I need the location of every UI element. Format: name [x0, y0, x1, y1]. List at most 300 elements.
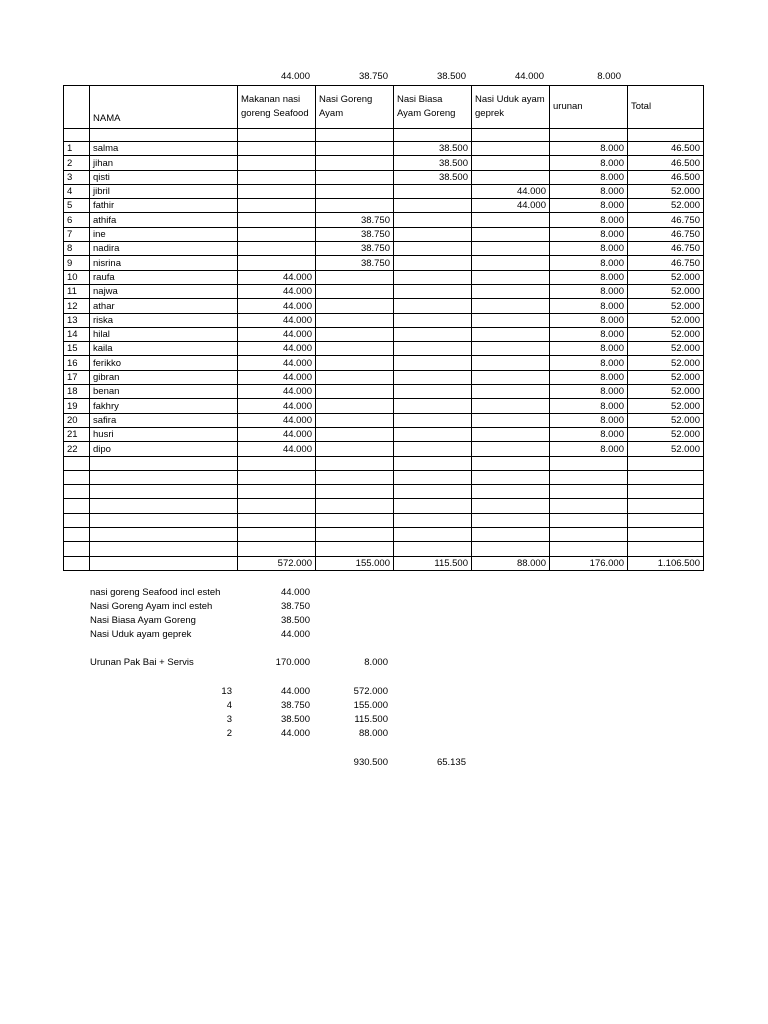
cell-no: 13 — [64, 313, 90, 327]
header-uduk: Nasi Uduk ayam geprek — [472, 86, 550, 129]
cell-total — [628, 470, 704, 484]
header-biasa-ayam: Nasi Biasa Ayam Goreng — [394, 86, 472, 129]
cell-uduk — [472, 313, 550, 327]
cell-biasa-ayam — [394, 370, 472, 384]
cell-uduk — [472, 299, 550, 313]
cell-uduk — [472, 370, 550, 384]
table-row — [64, 470, 704, 484]
table-row — [64, 284, 704, 298]
cell-no: 19 — [64, 399, 90, 413]
cell-urunan: 8.000 — [550, 213, 628, 227]
cell-uduk — [472, 256, 550, 270]
table-row — [64, 256, 704, 270]
cell-total: 52.000 — [628, 413, 704, 427]
cell-no — [64, 485, 90, 499]
table-row — [64, 456, 704, 470]
cell-no: 14 — [64, 327, 90, 341]
cell-biasa-ayam — [394, 184, 472, 198]
table-row — [64, 313, 704, 327]
cell-total: 52.000 — [628, 184, 704, 198]
grand-extra: 65.135 — [436, 757, 466, 768]
cell-uduk — [472, 542, 550, 556]
cell-biasa-ayam — [394, 313, 472, 327]
order-table — [63, 85, 704, 571]
cell-urunan: 8.000 — [550, 427, 628, 441]
cell-uduk — [472, 327, 550, 341]
cell-urunan — [550, 456, 628, 470]
cell-nama — [90, 456, 238, 470]
table-row — [64, 513, 704, 527]
cell — [316, 129, 394, 142]
cell-no — [64, 499, 90, 513]
cell-seafood — [238, 242, 316, 256]
calc-price: 44.000 — [280, 686, 310, 697]
cell-biasa-ayam — [394, 199, 472, 213]
calc-subtotal: 88.000 — [358, 728, 388, 739]
cell-seafood: 44.000 — [238, 385, 316, 399]
cell-goreng-ayam — [316, 184, 394, 198]
price-value-goreng-ayam: 38.750 — [280, 601, 310, 612]
cell-goreng-ayam — [316, 356, 394, 370]
cell-no: 22 — [64, 442, 90, 456]
table-row — [64, 528, 704, 542]
table-row — [64, 227, 704, 241]
urunan-per-person: 8.000 — [364, 657, 388, 668]
cell-biasa-ayam — [394, 284, 472, 298]
table-row — [64, 442, 704, 456]
cell-no: 18 — [64, 385, 90, 399]
cell-nama: nisrina — [90, 256, 238, 270]
cell-urunan: 8.000 — [550, 299, 628, 313]
cell-no: 21 — [64, 427, 90, 441]
cell-total: 1.106.500 — [628, 556, 704, 570]
cell-goreng-ayam — [316, 499, 394, 513]
cell-seafood: 44.000 — [238, 413, 316, 427]
cell-biasa-ayam — [394, 413, 472, 427]
table-row — [64, 270, 704, 284]
table-row — [64, 499, 704, 513]
cell-seafood — [238, 256, 316, 270]
cell-no — [64, 456, 90, 470]
cell-total: 46.750 — [628, 227, 704, 241]
cell-uduk — [472, 385, 550, 399]
cell-no: 4 — [64, 184, 90, 198]
cell-goreng-ayam — [316, 342, 394, 356]
table-row — [64, 213, 704, 227]
cell-seafood: 44.000 — [238, 299, 316, 313]
cell — [238, 129, 316, 142]
cell-total: 52.000 — [628, 327, 704, 341]
cell-goreng-ayam — [316, 385, 394, 399]
cell-goreng-ayam — [316, 284, 394, 298]
cell-biasa-ayam — [394, 513, 472, 527]
price-value-uduk: 44.000 — [280, 629, 310, 640]
cell-urunan: 8.000 — [550, 156, 628, 170]
cell-biasa-ayam — [394, 242, 472, 256]
cell-goreng-ayam — [316, 399, 394, 413]
cell-total: 52.000 — [628, 313, 704, 327]
cell-uduk — [472, 342, 550, 356]
cell-uduk — [472, 156, 550, 170]
cell-seafood — [238, 542, 316, 556]
cell-no: 16 — [64, 356, 90, 370]
cell-goreng-ayam: 38.750 — [316, 242, 394, 256]
cell — [550, 129, 628, 142]
cell-total: 52.000 — [628, 427, 704, 441]
cell-urunan: 8.000 — [550, 170, 628, 184]
cell — [90, 129, 238, 142]
cell-uduk — [472, 528, 550, 542]
cell-goreng-ayam — [316, 442, 394, 456]
cell-uduk — [472, 513, 550, 527]
cell-uduk — [472, 242, 550, 256]
cell-goreng-ayam: 38.750 — [316, 256, 394, 270]
table-row — [64, 142, 704, 156]
header-nama: NAMA — [90, 86, 238, 129]
cell-total: 52.000 — [628, 342, 704, 356]
cell-nama: gibran — [90, 370, 238, 384]
cell-total — [628, 542, 704, 556]
table-row — [64, 199, 704, 213]
calc-subtotal: 115.500 — [354, 714, 388, 725]
cell-uduk — [472, 499, 550, 513]
cell-nama: qisti — [90, 170, 238, 184]
cell-urunan — [550, 499, 628, 513]
calc-price: 38.750 — [280, 700, 310, 711]
cell-nama — [90, 542, 238, 556]
cell-seafood: 44.000 — [238, 284, 316, 298]
cell-seafood: 44.000 — [238, 370, 316, 384]
cell-total: 52.000 — [628, 199, 704, 213]
cell-nama: dipo — [90, 442, 238, 456]
cell-nama — [90, 470, 238, 484]
cell-urunan — [550, 485, 628, 499]
cell-nama: hilal — [90, 327, 238, 341]
cell-goreng-ayam — [316, 456, 394, 470]
cell-uduk — [472, 142, 550, 156]
cell-total — [628, 456, 704, 470]
cell-total: 52.000 — [628, 442, 704, 456]
cell-total: 46.750 — [628, 242, 704, 256]
cell-seafood — [238, 499, 316, 513]
cell-no: 8 — [64, 242, 90, 256]
header-seafood: Makanan nasi goreng Seafood — [238, 86, 316, 129]
cell-seafood: 44.000 — [238, 427, 316, 441]
cell-urunan: 8.000 — [550, 284, 628, 298]
top-price-uduk: 44.000 — [514, 71, 544, 82]
cell-nama: benan — [90, 385, 238, 399]
cell-no: 15 — [64, 342, 90, 356]
cell-no: 6 — [64, 213, 90, 227]
cell-urunan: 8.000 — [550, 442, 628, 456]
cell-total: 46.500 — [628, 142, 704, 156]
cell-nama: jihan — [90, 156, 238, 170]
cell-uduk — [472, 270, 550, 284]
cell-uduk — [472, 413, 550, 427]
cell-biasa-ayam — [394, 427, 472, 441]
cell-biasa-ayam — [394, 356, 472, 370]
cell-seafood — [238, 213, 316, 227]
table-row — [64, 342, 704, 356]
cell-no: 7 — [64, 227, 90, 241]
cell-goreng-ayam — [316, 313, 394, 327]
cell-no: 2 — [64, 156, 90, 170]
cell-nama — [90, 485, 238, 499]
cell-seafood — [238, 528, 316, 542]
cell-urunan: 8.000 — [550, 385, 628, 399]
cell-total: 52.000 — [628, 299, 704, 313]
cell-seafood: 44.000 — [238, 356, 316, 370]
cell-total: 52.000 — [628, 356, 704, 370]
cell-total: 52.000 — [628, 284, 704, 298]
cell-total — [628, 499, 704, 513]
table-row — [64, 170, 704, 184]
cell-seafood — [238, 184, 316, 198]
table-row — [64, 413, 704, 427]
cell-urunan: 8.000 — [550, 327, 628, 341]
cell-uduk — [472, 227, 550, 241]
cell-total: 52.000 — [628, 370, 704, 384]
cell-nama: nadira — [90, 242, 238, 256]
cell-total — [628, 485, 704, 499]
table-row — [64, 242, 704, 256]
cell-biasa-ayam — [394, 327, 472, 341]
cell-goreng-ayam — [316, 485, 394, 499]
cell-goreng-ayam: 155.000 — [316, 556, 394, 570]
cell-urunan: 8.000 — [550, 399, 628, 413]
table-row — [64, 542, 704, 556]
cell — [64, 129, 90, 142]
cell-goreng-ayam — [316, 299, 394, 313]
cell-seafood: 44.000 — [238, 442, 316, 456]
cell-biasa-ayam: 115.500 — [394, 556, 472, 570]
cell-nama: raufa — [90, 270, 238, 284]
cell-seafood — [238, 485, 316, 499]
cell-goreng-ayam — [316, 156, 394, 170]
cell-seafood — [238, 170, 316, 184]
cell-biasa-ayam: 38.500 — [394, 156, 472, 170]
cell-biasa-ayam — [394, 399, 472, 413]
cell-goreng-ayam — [316, 427, 394, 441]
table-row — [64, 156, 704, 170]
cell-nama: kaila — [90, 342, 238, 356]
cell-biasa-ayam — [394, 470, 472, 484]
table-row — [64, 385, 704, 399]
urunan-label: Urunan Pak Bai + Servis — [90, 657, 194, 668]
grand-sum: 930.500 — [353, 757, 388, 768]
cell — [472, 129, 550, 142]
cell-biasa-ayam: 38.500 — [394, 170, 472, 184]
cell-no: 3 — [64, 170, 90, 184]
totals-row — [64, 556, 704, 570]
cell-total — [628, 528, 704, 542]
cell-nama: jibril — [90, 184, 238, 198]
cell-nama: salma — [90, 142, 238, 156]
cell-urunan: 176.000 — [550, 556, 628, 570]
cell-uduk — [472, 485, 550, 499]
cell-goreng-ayam — [316, 513, 394, 527]
calc-price: 38.500 — [280, 714, 310, 725]
cell-urunan: 8.000 — [550, 370, 628, 384]
cell-total: 52.000 — [628, 270, 704, 284]
cell-total — [628, 513, 704, 527]
cell-no — [64, 528, 90, 542]
cell-nama: safira — [90, 413, 238, 427]
cell-nama: ferikko — [90, 356, 238, 370]
cell-nama: riska — [90, 313, 238, 327]
cell-nama: athifa — [90, 213, 238, 227]
header-goreng-ayam: Nasi Goreng Ayam — [316, 86, 394, 129]
cell-uduk — [472, 284, 550, 298]
cell-nama: ine — [90, 227, 238, 241]
calc-subtotal: 155.000 — [353, 700, 388, 711]
cell-urunan: 8.000 — [550, 413, 628, 427]
cell-total: 52.000 — [628, 385, 704, 399]
cell-goreng-ayam — [316, 413, 394, 427]
cell-biasa-ayam — [394, 528, 472, 542]
cell-biasa-ayam — [394, 270, 472, 284]
cell-urunan — [550, 513, 628, 527]
cell-nama: najwa — [90, 284, 238, 298]
cell-no: 11 — [64, 284, 90, 298]
cell-urunan: 8.000 — [550, 184, 628, 198]
price-label-biasa-ayam: Nasi Biasa Ayam Goreng — [90, 615, 196, 626]
cell-biasa-ayam — [394, 442, 472, 456]
cell-biasa-ayam — [394, 385, 472, 399]
cell-uduk: 88.000 — [472, 556, 550, 570]
cell-biasa-ayam — [394, 227, 472, 241]
cell-no: 10 — [64, 270, 90, 284]
header-no — [64, 86, 90, 129]
cell-urunan: 8.000 — [550, 270, 628, 284]
cell-nama — [90, 513, 238, 527]
header-total: Total — [628, 86, 704, 129]
cell-no — [64, 542, 90, 556]
cell-seafood — [238, 227, 316, 241]
cell-seafood: 44.000 — [238, 270, 316, 284]
cell-total: 46.500 — [628, 170, 704, 184]
cell-seafood — [238, 142, 316, 156]
cell-nama: husri — [90, 427, 238, 441]
cell-no: 5 — [64, 199, 90, 213]
cell-urunan: 8.000 — [550, 227, 628, 241]
table-row — [64, 327, 704, 341]
calc-qty: 3 — [226, 714, 232, 725]
cell-seafood — [238, 513, 316, 527]
cell-biasa-ayam — [394, 499, 472, 513]
cell-urunan: 8.000 — [550, 142, 628, 156]
top-price-goreng-ayam: 38.750 — [358, 71, 388, 82]
price-label-uduk: Nasi Uduk ayam geprek — [90, 629, 192, 640]
cell-no — [64, 470, 90, 484]
cell-total: 46.750 — [628, 256, 704, 270]
cell-uduk: 44.000 — [472, 199, 550, 213]
cell-total: 46.750 — [628, 213, 704, 227]
table-row — [64, 399, 704, 413]
cell-seafood: 572.000 — [238, 556, 316, 570]
cell-uduk — [472, 399, 550, 413]
header-row — [64, 86, 704, 129]
cell-biasa-ayam — [394, 299, 472, 313]
cell-total: 46.500 — [628, 156, 704, 170]
urunan-total: 170.000 — [275, 657, 310, 668]
cell-uduk — [472, 470, 550, 484]
cell-no: 17 — [64, 370, 90, 384]
cell-uduk: 44.000 — [472, 184, 550, 198]
cell-urunan — [550, 542, 628, 556]
calc-qty: 13 — [221, 686, 232, 697]
cell-seafood — [238, 456, 316, 470]
table-row — [64, 299, 704, 313]
price-value-seafood: 44.000 — [280, 587, 310, 598]
cell-uduk — [472, 442, 550, 456]
cell-goreng-ayam — [316, 327, 394, 341]
cell-no: 20 — [64, 413, 90, 427]
cell-seafood: 44.000 — [238, 342, 316, 356]
cell-total: 52.000 — [628, 399, 704, 413]
top-price-biasa-ayam: 38.500 — [436, 71, 466, 82]
table-row — [64, 184, 704, 198]
cell-biasa-ayam — [394, 485, 472, 499]
cell-goreng-ayam — [316, 542, 394, 556]
cell-uduk — [472, 356, 550, 370]
cell-goreng-ayam — [316, 199, 394, 213]
cell-uduk — [472, 427, 550, 441]
cell-nama — [90, 528, 238, 542]
price-value-biasa-ayam: 38.500 — [280, 615, 310, 626]
cell-goreng-ayam — [316, 142, 394, 156]
price-label-goreng-ayam: Nasi Goreng Ayam incl esteh — [90, 601, 213, 612]
cell-goreng-ayam — [316, 170, 394, 184]
cell-nama — [90, 499, 238, 513]
cell-no: 9 — [64, 256, 90, 270]
cell-biasa-ayam — [394, 542, 472, 556]
cell-no — [64, 513, 90, 527]
calc-qty: 2 — [226, 728, 232, 739]
cell-nama: fathir — [90, 199, 238, 213]
cell-goreng-ayam — [316, 528, 394, 542]
cell-biasa-ayam — [394, 456, 472, 470]
cell-goreng-ayam: 38.750 — [316, 213, 394, 227]
table-row — [64, 485, 704, 499]
calc-subtotal: 572.000 — [353, 686, 388, 697]
cell-no: 1 — [64, 142, 90, 156]
cell-urunan — [550, 528, 628, 542]
cell-urunan: 8.000 — [550, 342, 628, 356]
cell-urunan: 8.000 — [550, 313, 628, 327]
cell-uduk — [472, 456, 550, 470]
cell-urunan — [550, 470, 628, 484]
cell-seafood: 44.000 — [238, 399, 316, 413]
cell — [628, 129, 704, 142]
cell-biasa-ayam — [394, 256, 472, 270]
header-urunan: urunan — [550, 86, 628, 129]
table-row — [64, 370, 704, 384]
cell-biasa-ayam — [394, 213, 472, 227]
cell-seafood — [238, 470, 316, 484]
cell-goreng-ayam — [316, 470, 394, 484]
cell-seafood: 44.000 — [238, 313, 316, 327]
cell-urunan: 8.000 — [550, 356, 628, 370]
cell-seafood — [238, 199, 316, 213]
table-row — [64, 427, 704, 441]
cell-no: 12 — [64, 299, 90, 313]
cell — [394, 129, 472, 142]
cell-goreng-ayam: 38.750 — [316, 227, 394, 241]
cell-uduk — [472, 170, 550, 184]
table-row — [64, 356, 704, 370]
cell-goreng-ayam — [316, 270, 394, 284]
